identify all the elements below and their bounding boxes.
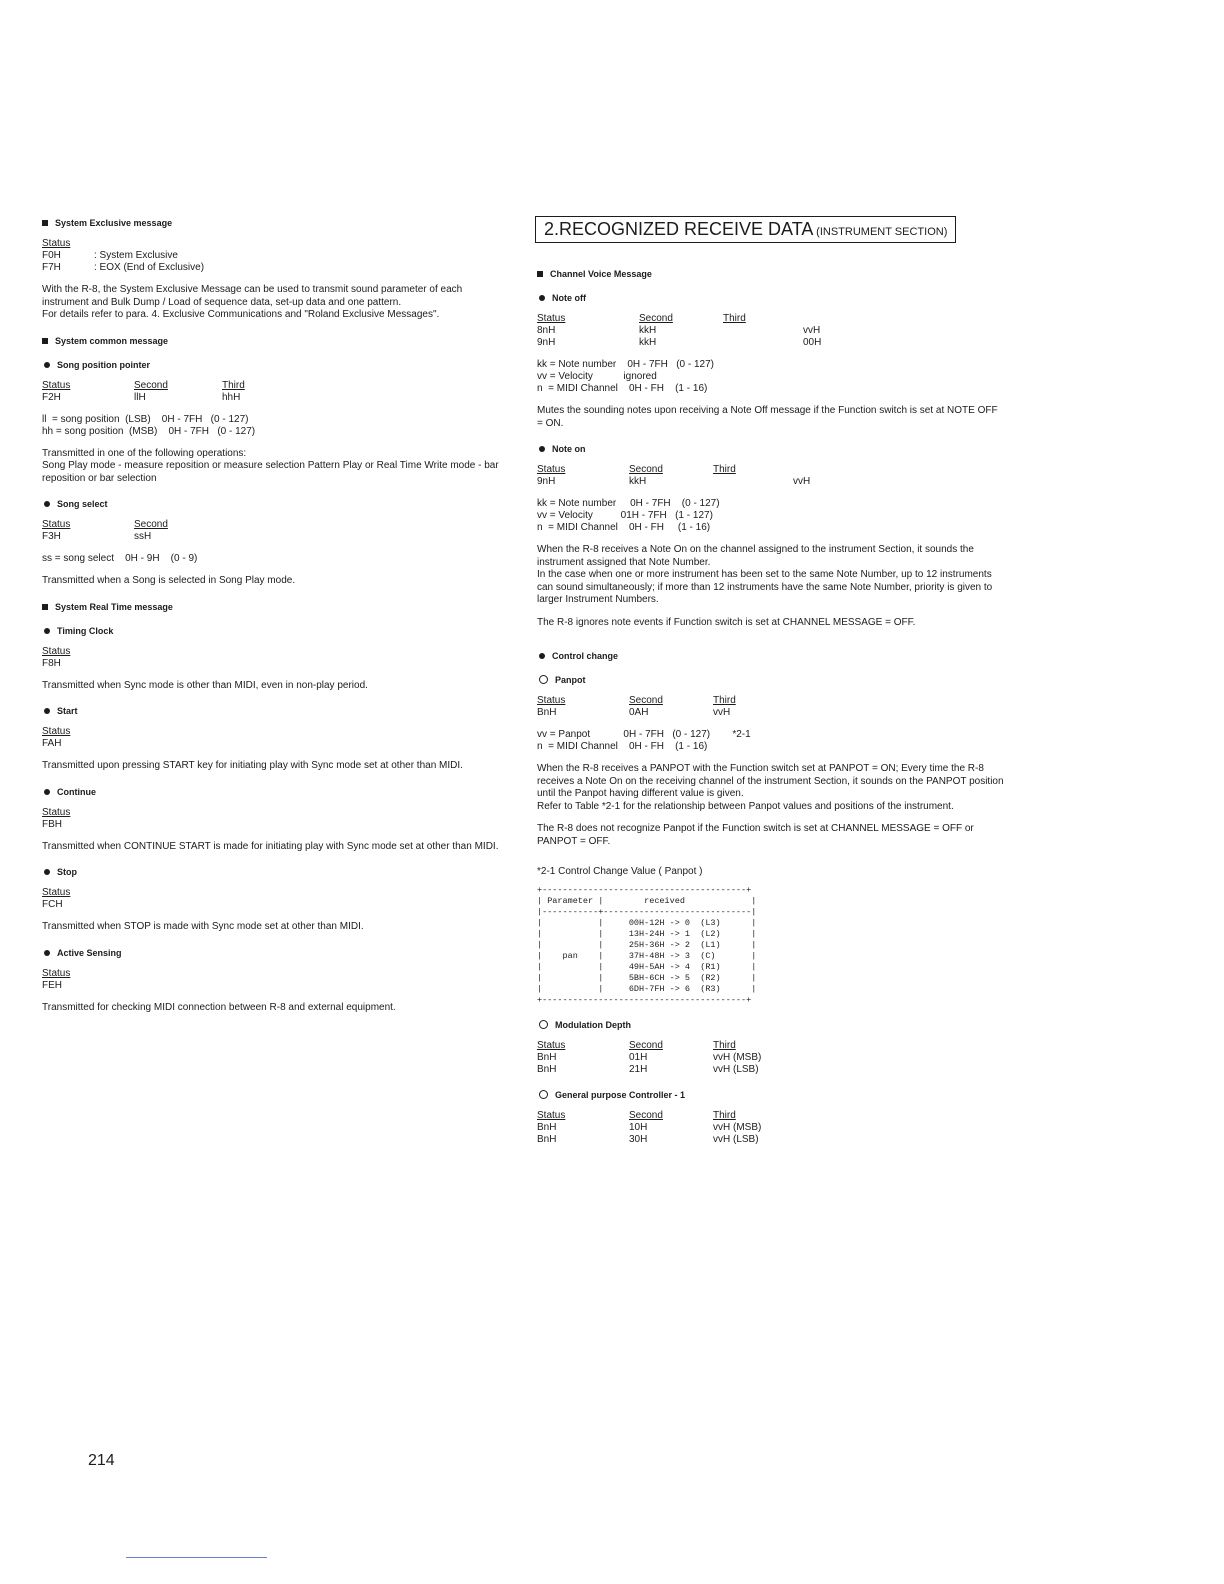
right-column [535, 216, 1005, 1156]
panpot-definitions: vv = Panpot 0H - 7FH (0 - 127) *2-1 n = MIDI Channel 0H - FH (1 - 16) [537, 729, 751, 752]
start-paragraph: Transmitted upon pressing START key for initiating play with Sync mode set at other than MIDI. [42, 760, 463, 771]
note-on-paragraph-2: The R-8 ignores note events if Function switch is set at CHANNEL MESSAGE = OFF. [537, 616, 916, 628]
continue-paragraph: Transmitted when CONTINUE START is made for initiating play with Sync mode set at other than MIDI. [42, 840, 499, 852]
gp1-table: Status Second Third BnH 10H vvH (MSB) BnH 30H vvH (LSB) [537, 1109, 762, 1145]
bullet-icon [44, 362, 50, 368]
table-row: F7H : EOX (End of Exclusive) [42, 262, 205, 273]
panpot-paragraph-1: When the R-8 receives a PANPOT with the Function switch set at PANPOT = ON; Every time the R-8 receives a Note On on the receiving channel of the instrument Section, it sounds on the PANPOT position until the Panpot having different value is given. Refer to Table *2-1 for the relationship between Panpot values and positions of the instrument. [537, 763, 1004, 812]
bullet-icon [44, 950, 50, 956]
bullet-icon [539, 295, 545, 301]
square-bullet-icon [537, 271, 543, 277]
stop-table: Status FCH [42, 887, 71, 910]
table-row: F8H [42, 657, 61, 669]
bullet-icon [539, 446, 545, 452]
subheading-song-position-pointer: Song position pointer [44, 360, 510, 370]
song-select-definitions: ss = song select 0H - 9H (0 - 9) [42, 553, 198, 564]
square-bullet-icon [42, 220, 48, 226]
table-row: BnH 21H vvH (LSB) [537, 1063, 759, 1075]
song-select-table: Status Second F3H ssH [42, 519, 168, 542]
stop-paragraph: Transmitted when STOP is made with Sync mode set at other than MIDI. [42, 921, 364, 932]
section-heading-system-exclusive: System Exclusive message [42, 218, 510, 228]
table-row: F2H llH hhH [42, 391, 241, 403]
footer-rule [126, 1557, 267, 1558]
table-row: 9nH kkH vvH [537, 476, 811, 487]
table-row: FBH [42, 818, 62, 830]
table-row: FCH [42, 899, 63, 910]
table-row: 8nH kkH vvH [537, 325, 821, 336]
bullet-icon [44, 708, 50, 714]
table-row: FEH [42, 979, 62, 991]
table-row: BnH 01H vvH (MSB) [537, 1051, 762, 1063]
note-off-definitions: kk = Note number 0H - 7FH (0 - 127) vv = Velocity ignored n = MIDI Channel 0H - FH (1 - 16) [537, 359, 715, 394]
left-column [40, 218, 510, 1024]
table-row: FAH [42, 738, 62, 749]
table-row: F3H ssH [42, 531, 152, 542]
timing-clock-table: Status F8H [42, 645, 71, 669]
note-on-definitions: kk = Note number 0H - 7FH (0 - 127) vv = Velocity 01H - 7FH (1 - 127) n = MIDI Channel 0H - FH (1 - 16) [537, 498, 720, 533]
section-title: 2.RECOGNIZED RECEIVE DATA [544, 219, 814, 239]
modulation-table: Status Second Third BnH 01H vvH (MSB) BnH 21H vvH (LSB) [537, 1039, 762, 1075]
spp-definitions: ll = song position (LSB) 0H - 7FH (0 - 127) hh = song position (MSB) 0H - 7FH (0 - 127) [42, 413, 256, 437]
subheading-modulation-depth: Modulation Depth [539, 1020, 1005, 1030]
status-header: Status [42, 238, 71, 249]
subheading-note-off: Note off [539, 293, 1005, 303]
section-heading-system-real-time: System Real Time message [42, 602, 510, 612]
square-bullet-icon [42, 338, 48, 344]
table-row: BnH 0AH vvH [537, 707, 731, 718]
song-select-paragraph: Transmitted when a Song is selected in Song Play mode. [42, 575, 296, 586]
start-table: Status FAH [42, 726, 71, 749]
subheading-start: Start [44, 706, 510, 716]
bullet-icon [44, 789, 50, 795]
spp-table: Status Second Third F2H llH hhH [42, 379, 245, 403]
section-title-box [535, 216, 956, 243]
panpot-value-table: +----------------------------------------+ | Parameter | received | |-----------+-----------------------------| | | 00H-12H -> 0 (L3) | | | 13H-24H -> 1 (L2) | | | 25H-36H -> 2 (L1) | | pan | 37H-48H -> 3 (C) | | | 49H-5AH -> 4 (R1) | | | 5BH-6CH -> 5 (R2) | | | 6DH-7FH -> 6 (R3) | +----------------------------------------+ [537, 884, 757, 1005]
bullet-icon [44, 501, 50, 507]
subheading-stop: Stop [44, 867, 510, 877]
bullet-icon [44, 628, 50, 634]
panpot-paragraph-2: The R-8 does not recognize Panpot if the Function switch is set at CHANNEL MESSAGE = OFF or PANPOT = OFF. [537, 823, 974, 847]
active-sensing-paragraph: Transmitted for checking MIDI connection between R-8 and external equipment. [42, 1001, 396, 1013]
page-number: 214 [88, 1452, 115, 1469]
square-bullet-icon [42, 604, 48, 610]
bullet-icon [539, 653, 545, 659]
active-sensing-table: Status FEH [42, 967, 71, 991]
section-subtitle: (INSTRUMENT SECTION) [816, 226, 948, 238]
subheading-panpot: Panpot [539, 675, 1005, 685]
section-heading-system-common: System common message [42, 336, 510, 346]
table-row: 9nH kkH 00H [537, 337, 822, 348]
note-on-table: Status Second Third 9nH kkH vvH [537, 464, 811, 487]
sysex-status-table [42, 238, 204, 274]
note-off-table: Status Second Third 8nH kkH vvH 9nH kkH 00H [537, 313, 822, 348]
circle-bullet-icon [539, 1090, 548, 1099]
circle-bullet-icon [539, 1020, 548, 1029]
timing-clock-paragraph: Transmitted when Sync mode is other than MIDI, even in non-play period. [42, 679, 368, 691]
panpot-table: Status Second Third BnH 0AH vvH [537, 695, 736, 718]
subheading-control-change: Control change [539, 651, 1005, 661]
note-on-paragraph-1: When the R-8 receives a Note On on the channel assigned to the instrument Section, it sounds the instrument assigned that Note Number. In the case when one or more instrument has been set to the same Note Number, up to 12 instruments can sound simultaneously; if more than 12 instruments have the same Note Number, priority is given to larger Instrument Numbers. [537, 544, 993, 605]
table-row: BnH 10H vvH (MSB) [537, 1121, 762, 1133]
table-row: F0H : System Exclusive [42, 250, 178, 261]
note-off-paragraph: Mutes the sounding notes upon receiving a Note Off message if the Function switch is set at NOTE OFF = ON. [537, 405, 998, 429]
subheading-general-purpose-controller: General purpose Controller - 1 [539, 1090, 1005, 1100]
panpot-table-title: *2-1 Control Change Value ( Panpot ) [537, 866, 703, 877]
circle-bullet-icon [539, 675, 548, 684]
continue-table: Status FBH [42, 806, 71, 830]
table-row: BnH 30H vvH (LSB) [537, 1133, 759, 1145]
sysex-paragraph: With the R-8, the System Exclusive Message can be used to transmit sound parameter of each instrument and Bulk Dump / Load of sequence data, set-up data and one pattern. For details refer to para. 4. Exclusive Communications and "Roland Exclusive Messages". [42, 284, 463, 320]
subheading-song-select: Song select [44, 499, 510, 509]
section-heading-channel-voice: Channel Voice Message [537, 269, 1005, 279]
spp-paragraph: Transmitted in one of the following operations: Song Play mode - measure reposition or measure selection Pattern Play or Real Time Write mode - bar reposition or bar selection [42, 447, 499, 484]
subheading-note-on: Note on [539, 444, 1005, 454]
bullet-icon [44, 869, 50, 875]
subheading-timing-clock: Timing Clock [44, 626, 510, 636]
subheading-continue: Continue [44, 787, 510, 797]
subheading-active-sensing: Active Sensing [44, 948, 510, 958]
